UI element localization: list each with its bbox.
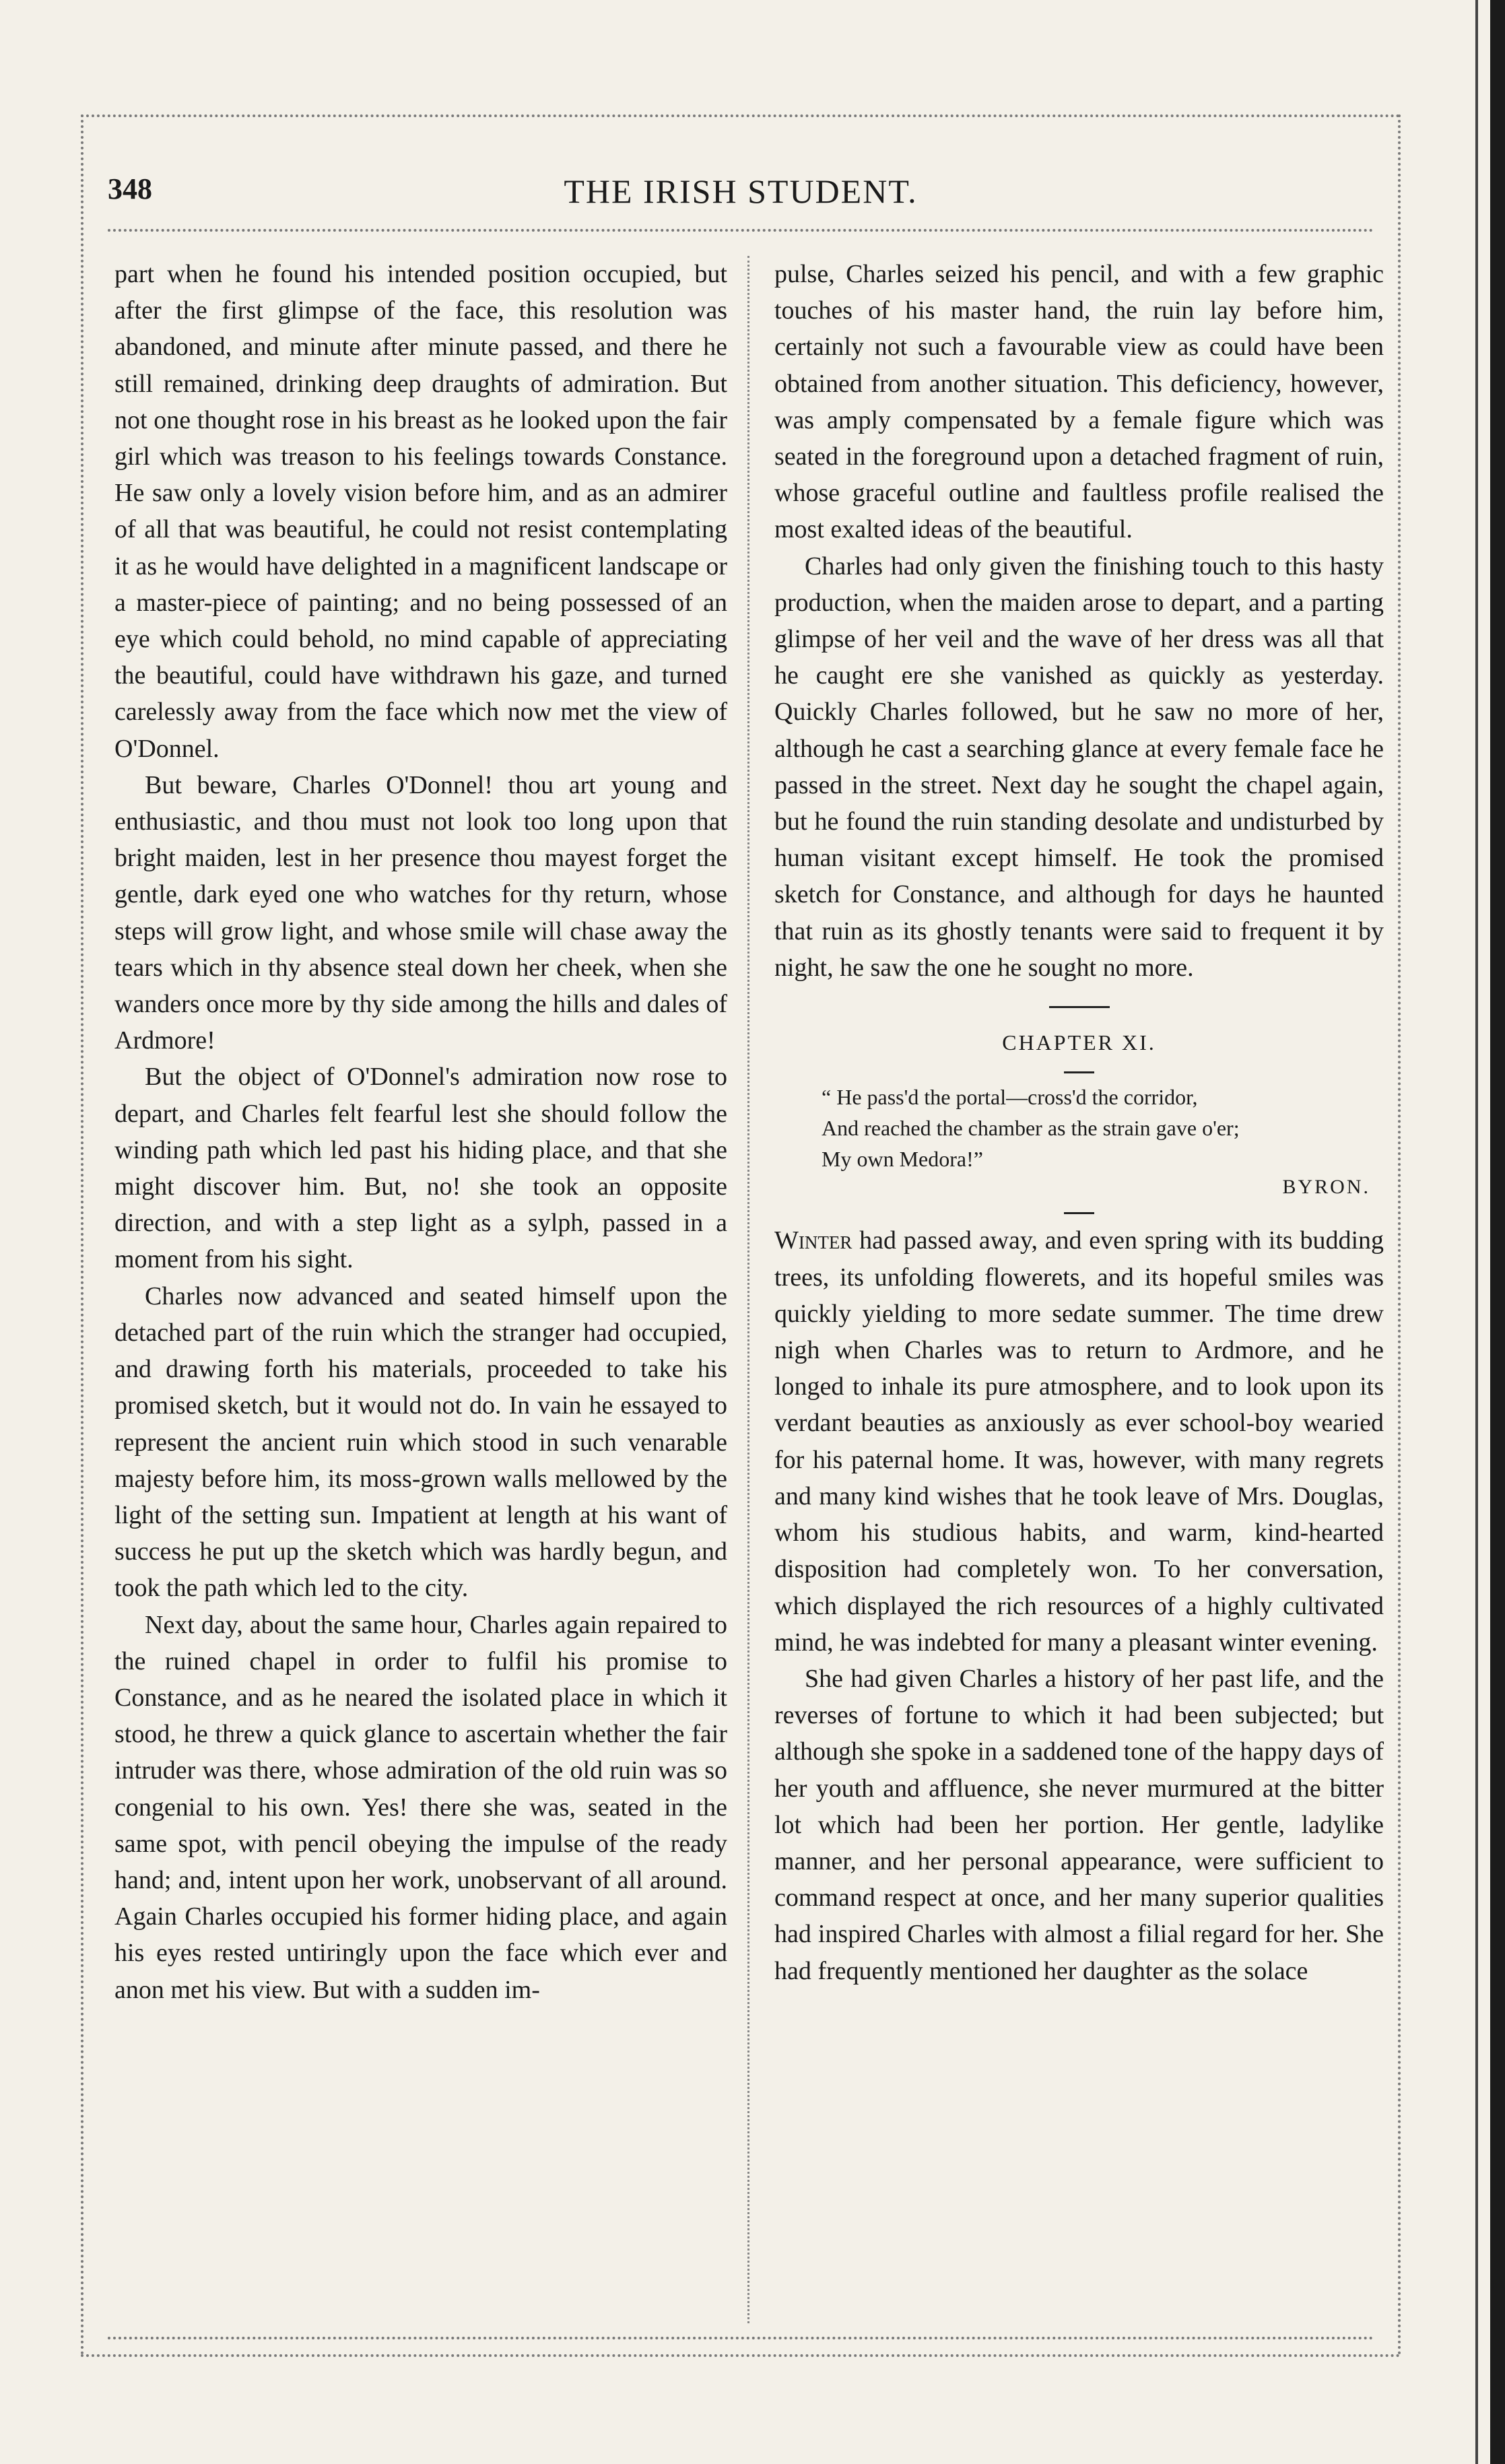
- paragraph: She had given Charles a history of her past life, and the reverses of fortune to which it had been subjected; but although she spoke in a saddened tone of the happy days of her youth and affluence, she never murmured at the bitter lot which had been her portion. Her gentle, ladylike manner, and her personal appearance, were sufficient to command respect at once, and her many superior qualities had inspired Charles with almost a filial regard for her. She had frequently mentioned her daughter as the solace: [774, 1664, 1384, 1985]
- paragraph: But beware, Charles O'Donnel! thou art young and enthusiastic, and thou must not look too long upon that bright maiden, lest in her presence thou mayest forget the gentle, dark eyed one who watches for thy return, whose steps will grow light, and whose smile will chase away the tears which in thy absence steal down her cheek, when she wanders once more by thy side among the hills and dales of Ardmore!: [114, 770, 727, 1055]
- column-divider: [747, 256, 749, 2323]
- epigraph-line: My own Medora!”: [822, 1147, 983, 1172]
- left-column: [114, 256, 727, 2008]
- paragraph: pulse, Charles seized his pencil, and with a few graphic touches of his master hand, the ruin lay before him, certainly not such a favourable view as could have been obtained from another situation. This deficiency, however, was amply compensated by a female figure which was seated in the foreground upon a detached fragment of ruin, whose graceful outline and faultless profile realised the most exalted ideas of the beautiful.: [774, 260, 1384, 544]
- section-rule: [1049, 1006, 1110, 1008]
- chapter-heading: CHAPTER XI.: [1002, 1030, 1156, 1055]
- footer-rule: [108, 2337, 1374, 2339]
- page-number: 348: [108, 172, 152, 205]
- chapter-opening-paragraph: [774, 1222, 1384, 1660]
- epigraph-line: And reached the chamber as the strain gave o'er;: [822, 1116, 1240, 1141]
- heading-rule: [1064, 1071, 1094, 1073]
- paragraph: part when he found his intended position occupied, but after the first glimpse of the face, this resolution was abandoned, and minute after minute passed, and there he still remained, drinking deep draughts of admiration. But not one thought rose in his breast as he looked upon the fair girl which was treason to his feelings towards Constance. He saw only a lovely vision before him, and as an admirer of all that was beautiful, he could not resist contemplating it as he would have delighted in a magnificent landscape or a master-piece of painting; and no being possessed of an eye which could behold, no mind capable of appreciating the beautiful, could have withdrawn his gaze, and turned carelessly away from the face which now met the view of O'Donnel.: [114, 260, 727, 763]
- binding-edge: [1490, 0, 1505, 2464]
- paragraph: Next day, about the same hour, Charles again repaired to the ruined chapel in order to fulfil his promise to Constance, and as he neared the isolated place in which it stood, he threw a quick glance to ascertain whether the fair intruder was there, whose admiration of the old ruin was so congenial to his own. Yes! there she was, seated in the same spot, with pencil obeying the impulse of the ready hand; and, intent upon her work, unobservant of all around. Again Charles occupied his former hiding place, and again his eyes rested untiringly upon the face which ever and anon met his view. But with a sudden im-: [114, 1610, 727, 2004]
- paragraph: But the object of O'Donnel's admiration now rose to depart, and Charles felt fearful lest she should follow the winding path which led past his hiding place, and that she might discover him. But, no! she took an opposite direction, and with a step light as a sylph, passed in a moment from his sight.: [114, 1063, 727, 1274]
- epigraph: [774, 1081, 1384, 1174]
- epigraph-attribution: BYRON.: [1282, 1176, 1370, 1199]
- page-header: [108, 172, 1374, 219]
- paragraph: Charles had only given the finishing touch to this hasty production, when the maiden arose to depart, and a parting glimpse of her veil and the wave of her dress was all that he caught ere she vanished as quickly as yesterday. Quickly Charles followed, but he saw no more of her, although he cast a searching glance at every female face he passed in the street. Next day he sought the chapel again, but he found the ruin standing desolate and undisturbed by human visitant except himself. He took the promised sketch for Constance, and although for days he haunted that ruin as its ghostly tenants were said to frequent it by night, he saw the one he sought no more.: [774, 552, 1384, 982]
- running-title: THE IRISH STUDENT.: [564, 172, 918, 210]
- opening-text: had passed away, and even spring with its budding trees, its unfolding flowerets, and its hopeful smiles was quickly yielding to more sedate summer. The time drew nigh when Charles was to return to Ardmore, and he longed to inhale its pure atmosphere, and to look upon its verdant beauties as anxiously as ever school-boy wearied for his paternal home. It was, however, with many regrets and many kind wishes that he took leave of Mrs. Douglas, whom his studious habits, and warm, kind-hearted disposition had completely won. To her conversation, which displayed the rich resources of a highly cultivated mind, he was indebted for many a pleasant winter evening.: [774, 1226, 1384, 1657]
- right-column: [774, 256, 1384, 1989]
- binding-line: [1475, 0, 1478, 2464]
- epigraph-line: “ He pass'd the portal—cross'd the corridor,: [822, 1085, 1198, 1110]
- header-rule: [108, 229, 1374, 232]
- opening-word: Winter: [774, 1226, 852, 1255]
- epigraph-rule: [1064, 1212, 1094, 1214]
- paragraph: Charles now advanced and seated himself upon the detached part of the ruin which the stranger had occupied, and drawing forth his materials, proceeded to take his promised sketch, but it would not do. In vain he essayed to represent the ancient ruin which stood in such venarable majesty before him, its moss-grown walls mellowed by the light of the setting sun. Impatient at length at his want of success he put up the sketch which was hardly begun, and took the path which led to the city.: [114, 1281, 727, 1603]
